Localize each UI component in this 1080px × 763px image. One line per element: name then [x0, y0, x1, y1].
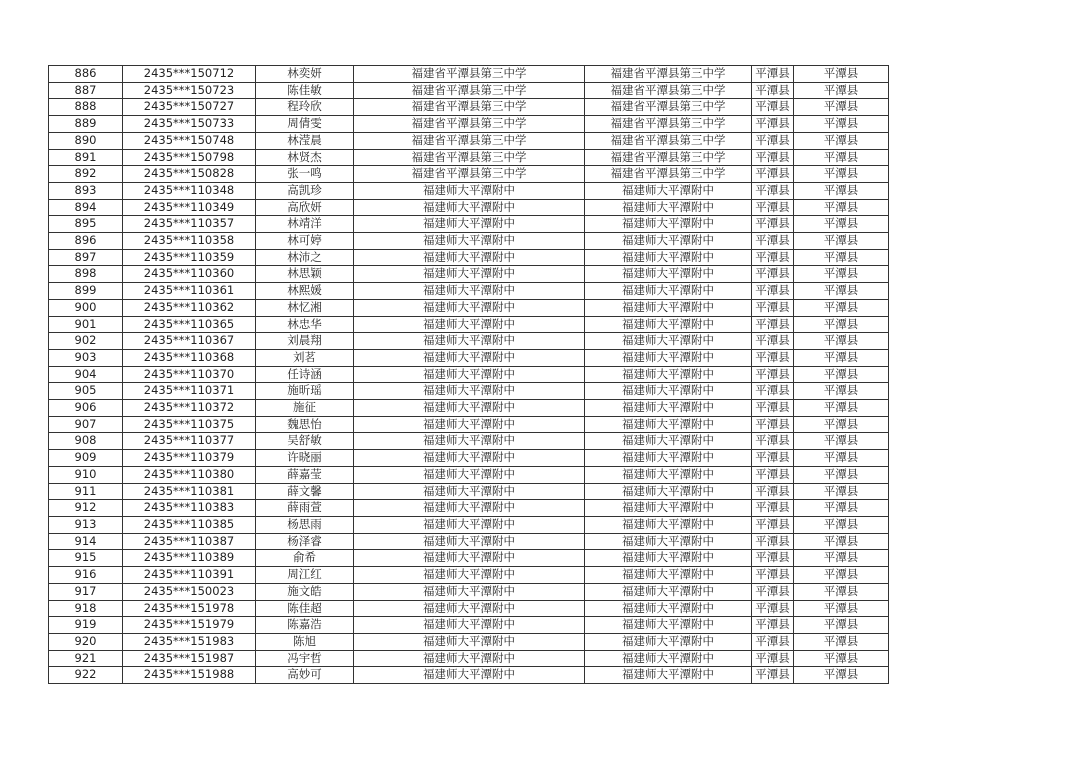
registered-school-cell: 福建师大平潭附中 — [585, 667, 752, 684]
table-row — [49, 416, 889, 433]
table-row — [49, 349, 889, 366]
seq-cell: 900 — [49, 299, 123, 316]
student-name-cell: 林沛之 — [256, 249, 354, 266]
county-cell: 平潭县 — [752, 283, 794, 300]
exam-id-cell: 2435***110362 — [123, 299, 256, 316]
student-name-cell: 刘晨翔 — [256, 333, 354, 350]
exam-id-cell: 2435***110377 — [123, 433, 256, 450]
seq-cell: 887 — [49, 82, 123, 99]
county-cell: 平潭县 — [752, 383, 794, 400]
seq-cell: 894 — [49, 199, 123, 216]
table-row — [49, 366, 889, 383]
school-cell: 福建师大平潭附中 — [354, 299, 585, 316]
student-name-cell: 陈佳超 — [256, 600, 354, 617]
county-cell: 平潭县 — [752, 366, 794, 383]
district-cell: 平潭县 — [794, 567, 889, 584]
student-name-cell: 许晓丽 — [256, 450, 354, 467]
exam-id-cell: 2435***110361 — [123, 283, 256, 300]
county-cell: 平潭县 — [752, 132, 794, 149]
exam-id-cell: 2435***150798 — [123, 149, 256, 166]
table-row — [49, 600, 889, 617]
seq-cell: 898 — [49, 266, 123, 283]
registered-school-cell: 福建师大平潭附中 — [585, 349, 752, 366]
seq-cell: 916 — [49, 567, 123, 584]
exam-id-cell: 2435***110383 — [123, 500, 256, 517]
county-cell: 平潭县 — [752, 516, 794, 533]
district-cell: 平潭县 — [794, 366, 889, 383]
school-cell: 福建师大平潭附中 — [354, 233, 585, 250]
county-cell: 平潭县 — [752, 299, 794, 316]
seq-cell: 912 — [49, 500, 123, 517]
county-cell: 平潭县 — [752, 82, 794, 99]
school-cell: 福建师大平潭附中 — [354, 216, 585, 233]
registered-school-cell: 福建师大平潭附中 — [585, 283, 752, 300]
table-row — [49, 400, 889, 417]
student-name-cell: 高欣妍 — [256, 199, 354, 216]
student-name-cell: 施征 — [256, 400, 354, 417]
seq-cell: 897 — [49, 249, 123, 266]
district-cell: 平潭县 — [794, 66, 889, 83]
district-cell: 平潭县 — [794, 500, 889, 517]
seq-cell: 909 — [49, 450, 123, 467]
registered-school-cell: 福建师大平潭附中 — [585, 550, 752, 567]
district-cell: 平潭县 — [794, 266, 889, 283]
student-name-cell: 林奕妍 — [256, 66, 354, 83]
county-cell: 平潭县 — [752, 266, 794, 283]
table-row — [49, 116, 889, 133]
county-cell: 平潭县 — [752, 667, 794, 684]
registered-school-cell: 福建省平潭县第三中学 — [585, 99, 752, 116]
table-row — [49, 550, 889, 567]
student-name-cell: 魏思怡 — [256, 416, 354, 433]
county-cell: 平潭县 — [752, 333, 794, 350]
exam-id-cell: 2435***110389 — [123, 550, 256, 567]
registered-school-cell: 福建师大平潭附中 — [585, 249, 752, 266]
exam-id-cell: 2435***150748 — [123, 132, 256, 149]
student-name-cell: 周倩雯 — [256, 116, 354, 133]
registered-school-cell: 福建省平潭县第三中学 — [585, 132, 752, 149]
registered-school-cell: 福建师大平潭附中 — [585, 216, 752, 233]
student-name-cell: 周江红 — [256, 567, 354, 584]
exam-id-cell: 2435***151983 — [123, 633, 256, 650]
district-cell: 平潭县 — [794, 333, 889, 350]
seq-cell: 886 — [49, 66, 123, 83]
district-cell: 平潭县 — [794, 450, 889, 467]
district-cell: 平潭县 — [794, 116, 889, 133]
seq-cell: 890 — [49, 132, 123, 149]
district-cell: 平潭县 — [794, 667, 889, 684]
exam-id-cell: 2435***151988 — [123, 667, 256, 684]
district-cell: 平潭县 — [794, 82, 889, 99]
district-cell: 平潭县 — [794, 166, 889, 183]
seq-cell: 901 — [49, 316, 123, 333]
district-cell: 平潭县 — [794, 633, 889, 650]
seq-cell: 904 — [49, 366, 123, 383]
school-cell: 福建师大平潭附中 — [354, 383, 585, 400]
school-cell: 福建师大平潭附中 — [354, 283, 585, 300]
student-name-cell: 陈旭 — [256, 633, 354, 650]
district-cell: 平潭县 — [794, 383, 889, 400]
county-cell: 平潭县 — [752, 99, 794, 116]
table-row — [49, 266, 889, 283]
registered-school-cell: 福建师大平潭附中 — [585, 533, 752, 550]
exam-id-cell: 2435***110380 — [123, 466, 256, 483]
student-name-cell: 张一鸣 — [256, 166, 354, 183]
seq-cell: 913 — [49, 516, 123, 533]
seq-cell: 902 — [49, 333, 123, 350]
exam-id-cell: 2435***110357 — [123, 216, 256, 233]
school-cell: 福建师大平潭附中 — [354, 466, 585, 483]
student-name-cell: 林思颖 — [256, 266, 354, 283]
school-cell: 福建师大平潭附中 — [354, 650, 585, 667]
student-name-cell: 高凯珍 — [256, 182, 354, 199]
exam-id-cell: 2435***150828 — [123, 166, 256, 183]
county-cell: 平潭县 — [752, 550, 794, 567]
exam-id-cell: 2435***110372 — [123, 400, 256, 417]
exam-id-cell: 2435***110359 — [123, 249, 256, 266]
student-name-cell: 薛嘉莹 — [256, 466, 354, 483]
district-cell: 平潭县 — [794, 583, 889, 600]
table-row — [49, 633, 889, 650]
table-row — [49, 533, 889, 550]
table-row — [49, 99, 889, 116]
table-row — [49, 483, 889, 500]
student-name-cell: 杨思雨 — [256, 516, 354, 533]
exam-id-cell: 2435***110385 — [123, 516, 256, 533]
table-row — [49, 66, 889, 83]
school-cell: 福建省平潭县第三中学 — [354, 166, 585, 183]
student-name-cell: 林可婷 — [256, 233, 354, 250]
exam-id-cell: 2435***110367 — [123, 333, 256, 350]
district-cell: 平潭县 — [794, 617, 889, 634]
student-name-cell: 陈嘉浩 — [256, 617, 354, 634]
school-cell: 福建省平潭县第三中学 — [354, 132, 585, 149]
student-name-cell: 任诗涵 — [256, 366, 354, 383]
exam-id-cell: 2435***150733 — [123, 116, 256, 133]
school-cell: 福建师大平潭附中 — [354, 600, 585, 617]
exam-id-cell: 2435***110371 — [123, 383, 256, 400]
county-cell: 平潭县 — [752, 600, 794, 617]
registered-school-cell: 福建师大平潭附中 — [585, 383, 752, 400]
district-cell: 平潭县 — [794, 233, 889, 250]
exam-id-cell: 2435***110365 — [123, 316, 256, 333]
seq-cell: 906 — [49, 400, 123, 417]
registered-school-cell: 福建师大平潭附中 — [585, 182, 752, 199]
student-name-cell: 林熙媛 — [256, 283, 354, 300]
student-name-cell: 陈佳敏 — [256, 82, 354, 99]
school-cell: 福建省平潭县第三中学 — [354, 99, 585, 116]
school-cell: 福建师大平潭附中 — [354, 333, 585, 350]
student-name-cell: 林忆湘 — [256, 299, 354, 316]
county-cell: 平潭县 — [752, 166, 794, 183]
student-name-cell: 薛文馨 — [256, 483, 354, 500]
county-cell: 平潭县 — [752, 199, 794, 216]
exam-id-cell: 2435***151987 — [123, 650, 256, 667]
exam-id-cell: 2435***110368 — [123, 349, 256, 366]
district-cell: 平潭县 — [794, 483, 889, 500]
student-name-cell: 高妙可 — [256, 667, 354, 684]
school-cell: 福建师大平潭附中 — [354, 366, 585, 383]
county-cell: 平潭县 — [752, 416, 794, 433]
seq-cell: 891 — [49, 149, 123, 166]
district-cell: 平潭县 — [794, 249, 889, 266]
table-row — [49, 299, 889, 316]
district-cell: 平潭县 — [794, 199, 889, 216]
seq-cell: 892 — [49, 166, 123, 183]
exam-id-cell: 2435***110387 — [123, 533, 256, 550]
exam-id-cell: 2435***151979 — [123, 617, 256, 634]
table-row — [49, 199, 889, 216]
student-name-cell: 刘茗 — [256, 349, 354, 366]
school-cell: 福建师大平潭附中 — [354, 633, 585, 650]
seq-cell: 922 — [49, 667, 123, 684]
district-cell: 平潭县 — [794, 149, 889, 166]
school-cell: 福建师大平潭附中 — [354, 416, 585, 433]
seq-cell: 917 — [49, 583, 123, 600]
school-cell: 福建师大平潭附中 — [354, 550, 585, 567]
registered-school-cell: 福建师大平潭附中 — [585, 466, 752, 483]
registered-school-cell: 福建师大平潭附中 — [585, 233, 752, 250]
registered-school-cell: 福建省平潭县第三中学 — [585, 66, 752, 83]
school-cell: 福建省平潭县第三中学 — [354, 66, 585, 83]
table-row — [49, 567, 889, 584]
table-row — [49, 650, 889, 667]
seq-cell: 920 — [49, 633, 123, 650]
student-name-cell: 俞希 — [256, 550, 354, 567]
school-cell: 福建师大平潭附中 — [354, 249, 585, 266]
table-row — [49, 516, 889, 533]
registered-school-cell: 福建省平潭县第三中学 — [585, 116, 752, 133]
exam-id-cell: 2435***110360 — [123, 266, 256, 283]
seq-cell: 905 — [49, 383, 123, 400]
school-cell: 福建省平潭县第三中学 — [354, 116, 585, 133]
county-cell: 平潭县 — [752, 633, 794, 650]
school-cell: 福建师大平潭附中 — [354, 516, 585, 533]
exam-id-cell: 2435***110349 — [123, 199, 256, 216]
county-cell: 平潭县 — [752, 66, 794, 83]
seq-cell: 921 — [49, 650, 123, 667]
roster-sheet — [48, 65, 889, 684]
seq-cell: 889 — [49, 116, 123, 133]
school-cell: 福建省平潭县第三中学 — [354, 149, 585, 166]
table-row — [49, 333, 889, 350]
seq-cell: 907 — [49, 416, 123, 433]
county-cell: 平潭县 — [752, 617, 794, 634]
table-row — [49, 466, 889, 483]
seq-cell: 895 — [49, 216, 123, 233]
registered-school-cell: 福建省平潭县第三中学 — [585, 166, 752, 183]
district-cell: 平潭县 — [794, 533, 889, 550]
table-row — [49, 283, 889, 300]
student-name-cell: 林滢晨 — [256, 132, 354, 149]
school-cell: 福建师大平潭附中 — [354, 483, 585, 500]
school-cell: 福建师大平潭附中 — [354, 617, 585, 634]
table-row — [49, 182, 889, 199]
registered-school-cell: 福建师大平潭附中 — [585, 617, 752, 634]
county-cell: 平潭县 — [752, 433, 794, 450]
table-row — [49, 132, 889, 149]
registered-school-cell: 福建师大平潭附中 — [585, 483, 752, 500]
exam-id-cell: 2435***110358 — [123, 233, 256, 250]
county-cell: 平潭县 — [752, 249, 794, 266]
district-cell: 平潭县 — [794, 99, 889, 116]
student-name-cell: 施文皓 — [256, 583, 354, 600]
exam-id-cell: 2435***150723 — [123, 82, 256, 99]
registered-school-cell: 福建师大平潭附中 — [585, 266, 752, 283]
exam-id-cell: 2435***110381 — [123, 483, 256, 500]
county-cell: 平潭县 — [752, 316, 794, 333]
seq-cell: 899 — [49, 283, 123, 300]
exam-id-cell: 2435***151978 — [123, 600, 256, 617]
county-cell: 平潭县 — [752, 349, 794, 366]
county-cell: 平潭县 — [752, 466, 794, 483]
exam-id-cell: 2435***110348 — [123, 182, 256, 199]
school-cell: 福建师大平潭附中 — [354, 533, 585, 550]
table-row — [49, 433, 889, 450]
student-name-cell: 林忠华 — [256, 316, 354, 333]
school-cell: 福建师大平潭附中 — [354, 667, 585, 684]
district-cell: 平潭县 — [794, 416, 889, 433]
school-cell: 福建师大平潭附中 — [354, 316, 585, 333]
exam-id-cell: 2435***110379 — [123, 450, 256, 467]
seq-cell: 908 — [49, 433, 123, 450]
district-cell: 平潭县 — [794, 550, 889, 567]
county-cell: 平潭县 — [752, 149, 794, 166]
registered-school-cell: 福建师大平潭附中 — [585, 567, 752, 584]
exam-id-cell: 2435***110370 — [123, 366, 256, 383]
registered-school-cell: 福建省平潭县第三中学 — [585, 82, 752, 99]
school-cell: 福建师大平潭附中 — [354, 400, 585, 417]
seq-cell: 919 — [49, 617, 123, 634]
student-name-cell: 杨泽睿 — [256, 533, 354, 550]
table-row — [49, 249, 889, 266]
school-cell: 福建师大平潭附中 — [354, 199, 585, 216]
student-name-cell: 冯宇哲 — [256, 650, 354, 667]
seq-cell: 911 — [49, 483, 123, 500]
registered-school-cell: 福建师大平潭附中 — [585, 600, 752, 617]
seq-cell: 888 — [49, 99, 123, 116]
student-name-cell: 林靖洋 — [256, 216, 354, 233]
table-row — [49, 450, 889, 467]
district-cell: 平潭县 — [794, 600, 889, 617]
registered-school-cell: 福建师大平潭附中 — [585, 333, 752, 350]
registered-school-cell: 福建师大平潭附中 — [585, 633, 752, 650]
registered-school-cell: 福建师大平潭附中 — [585, 316, 752, 333]
table-row — [49, 233, 889, 250]
table-row — [49, 383, 889, 400]
table-row — [49, 316, 889, 333]
student-name-cell: 程玲欣 — [256, 99, 354, 116]
table-row — [49, 583, 889, 600]
school-cell: 福建师大平潭附中 — [354, 433, 585, 450]
county-cell: 平潭县 — [752, 583, 794, 600]
exam-id-cell: 2435***110391 — [123, 567, 256, 584]
student-name-cell: 吴舒敏 — [256, 433, 354, 450]
seq-cell: 914 — [49, 533, 123, 550]
exam-id-cell: 2435***150023 — [123, 583, 256, 600]
registered-school-cell: 福建师大平潭附中 — [585, 400, 752, 417]
table-row — [49, 500, 889, 517]
table-row — [49, 216, 889, 233]
county-cell: 平潭县 — [752, 500, 794, 517]
school-cell: 福建师大平潭附中 — [354, 500, 585, 517]
county-cell: 平潭县 — [752, 233, 794, 250]
district-cell: 平潭县 — [794, 216, 889, 233]
county-cell: 平潭县 — [752, 182, 794, 199]
county-cell: 平潭县 — [752, 567, 794, 584]
registered-school-cell: 福建省平潭县第三中学 — [585, 149, 752, 166]
seq-cell: 910 — [49, 466, 123, 483]
district-cell: 平潭县 — [794, 299, 889, 316]
student-name-cell: 施昕瑶 — [256, 383, 354, 400]
exam-id-cell: 2435***110375 — [123, 416, 256, 433]
district-cell: 平潭县 — [794, 433, 889, 450]
seq-cell: 893 — [49, 182, 123, 199]
table-row — [49, 82, 889, 99]
district-cell: 平潭县 — [794, 316, 889, 333]
school-cell: 福建师大平潭附中 — [354, 349, 585, 366]
table-row — [49, 667, 889, 684]
registered-school-cell: 福建师大平潭附中 — [585, 500, 752, 517]
school-cell: 福建师大平潭附中 — [354, 266, 585, 283]
district-cell: 平潭县 — [794, 466, 889, 483]
registered-school-cell: 福建师大平潭附中 — [585, 199, 752, 216]
seq-cell: 918 — [49, 600, 123, 617]
district-cell: 平潭县 — [794, 650, 889, 667]
school-cell: 福建省平潭县第三中学 — [354, 82, 585, 99]
table-row — [49, 149, 889, 166]
district-cell: 平潭县 — [794, 283, 889, 300]
county-cell: 平潭县 — [752, 450, 794, 467]
county-cell: 平潭县 — [752, 116, 794, 133]
exam-id-cell: 2435***150727 — [123, 99, 256, 116]
district-cell: 平潭县 — [794, 400, 889, 417]
county-cell: 平潭县 — [752, 483, 794, 500]
district-cell: 平潭县 — [794, 516, 889, 533]
table-row — [49, 166, 889, 183]
student-roster-table — [48, 65, 889, 684]
registered-school-cell: 福建师大平潭附中 — [585, 366, 752, 383]
county-cell: 平潭县 — [752, 216, 794, 233]
district-cell: 平潭县 — [794, 182, 889, 199]
registered-school-cell: 福建师大平潭附中 — [585, 299, 752, 316]
county-cell: 平潭县 — [752, 533, 794, 550]
registered-school-cell: 福建师大平潭附中 — [585, 583, 752, 600]
school-cell: 福建师大平潭附中 — [354, 567, 585, 584]
student-name-cell: 薛雨萱 — [256, 500, 354, 517]
school-cell: 福建师大平潭附中 — [354, 450, 585, 467]
registered-school-cell: 福建师大平潭附中 — [585, 416, 752, 433]
district-cell: 平潭县 — [794, 132, 889, 149]
registered-school-cell: 福建师大平潭附中 — [585, 516, 752, 533]
school-cell: 福建师大平潭附中 — [354, 583, 585, 600]
county-cell: 平潭县 — [752, 650, 794, 667]
county-cell: 平潭县 — [752, 400, 794, 417]
seq-cell: 903 — [49, 349, 123, 366]
exam-id-cell: 2435***150712 — [123, 66, 256, 83]
school-cell: 福建师大平潭附中 — [354, 182, 585, 199]
seq-cell: 896 — [49, 233, 123, 250]
table-row — [49, 617, 889, 634]
district-cell: 平潭县 — [794, 349, 889, 366]
registered-school-cell: 福建师大平潭附中 — [585, 433, 752, 450]
student-name-cell: 林贤杰 — [256, 149, 354, 166]
registered-school-cell: 福建师大平潭附中 — [585, 650, 752, 667]
seq-cell: 915 — [49, 550, 123, 567]
registered-school-cell: 福建师大平潭附中 — [585, 450, 752, 467]
roster-body — [49, 66, 889, 684]
